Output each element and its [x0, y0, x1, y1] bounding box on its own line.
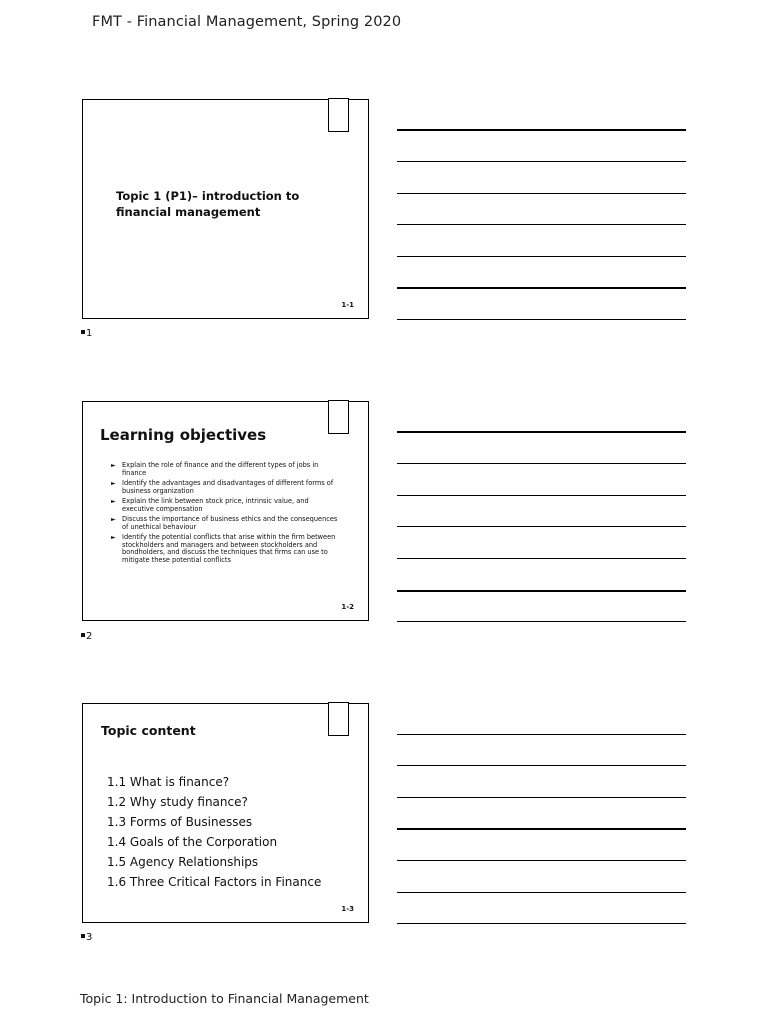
square-bullet-icon	[81, 633, 85, 637]
list-item: 1.2 Why study finance?	[107, 795, 248, 809]
note-line	[397, 129, 686, 131]
slide-1	[82, 99, 369, 319]
list-item: ► Explain the role of finance and the different types of jobs in finance	[111, 461, 319, 477]
slide-title: Learning objectives	[100, 426, 267, 444]
list-item: 1.1 What is finance?	[107, 775, 230, 789]
list-item: ► Explain the link between stock price, intrinsic value, and executive compensation	[111, 497, 309, 513]
square-bullet-icon	[81, 330, 85, 334]
list-item: 1.6 Three Critical Factors in Finance	[107, 875, 322, 889]
note-line	[397, 224, 686, 225]
slide-marker-1: 1	[81, 328, 92, 339]
slide-marker-2: 2	[81, 631, 92, 642]
slide-corner-decoration	[328, 702, 349, 736]
note-line	[397, 828, 686, 830]
triangle-bullet-icon: ►	[111, 498, 116, 505]
list-item: 1.5 Agency Relationships	[107, 855, 259, 869]
note-line	[397, 558, 686, 559]
slide-marker-3: 3	[81, 932, 92, 943]
note-line	[397, 319, 686, 320]
note-line	[397, 287, 686, 289]
square-bullet-icon	[81, 934, 85, 938]
objectives-list	[108, 462, 340, 567]
slide-number: 1-1	[341, 301, 354, 309]
slide-number: 1-2	[341, 603, 354, 611]
list-item: ► Identify the potential conflicts that arise within the firm between stockholders and managers and between stockholders and bondholders, and discuss the techniques that firms can use to mitigate these potential conflicts	[111, 533, 336, 564]
note-line	[397, 797, 686, 798]
note-line	[397, 431, 686, 433]
slide-corner-decoration	[328, 98, 349, 132]
page-header: FMT - Financial Management, Spring 2020	[92, 14, 402, 30]
topic-content-list	[107, 772, 321, 892]
note-line	[397, 193, 686, 194]
note-line	[397, 765, 686, 766]
list-item: 1.4 Goals of the Corporation	[107, 835, 278, 849]
list-item: ► Identify the advantages and disadvantages of different forms of business organization	[111, 479, 334, 495]
note-line	[397, 590, 686, 592]
slide-number: 1-3	[341, 905, 354, 913]
note-line	[397, 734, 686, 735]
note-line	[397, 161, 686, 162]
triangle-bullet-icon: ►	[111, 534, 116, 541]
note-line	[397, 495, 686, 496]
triangle-bullet-icon: ►	[111, 480, 116, 487]
slide-2	[82, 401, 369, 621]
note-line	[397, 923, 686, 924]
note-line	[397, 892, 686, 893]
triangle-bullet-icon: ►	[111, 462, 116, 469]
slide-3	[82, 703, 369, 923]
slide-title: Topic 1 (P1)– introduction to financial management	[116, 189, 300, 219]
note-line	[397, 256, 686, 257]
triangle-bullet-icon: ►	[111, 516, 116, 523]
list-item: ► Discuss the importance of business ethics and the consequences of unethical behaviour	[111, 515, 338, 531]
slide-corner-decoration	[328, 400, 349, 434]
note-line	[397, 860, 686, 861]
slide-title: Topic content	[101, 723, 196, 738]
note-line	[397, 463, 686, 464]
note-line	[397, 621, 686, 622]
page-footer: Topic 1: Introduction to Financial Management	[80, 991, 369, 1006]
list-item: 1.3 Forms of Businesses	[107, 815, 253, 829]
note-line	[397, 526, 686, 527]
